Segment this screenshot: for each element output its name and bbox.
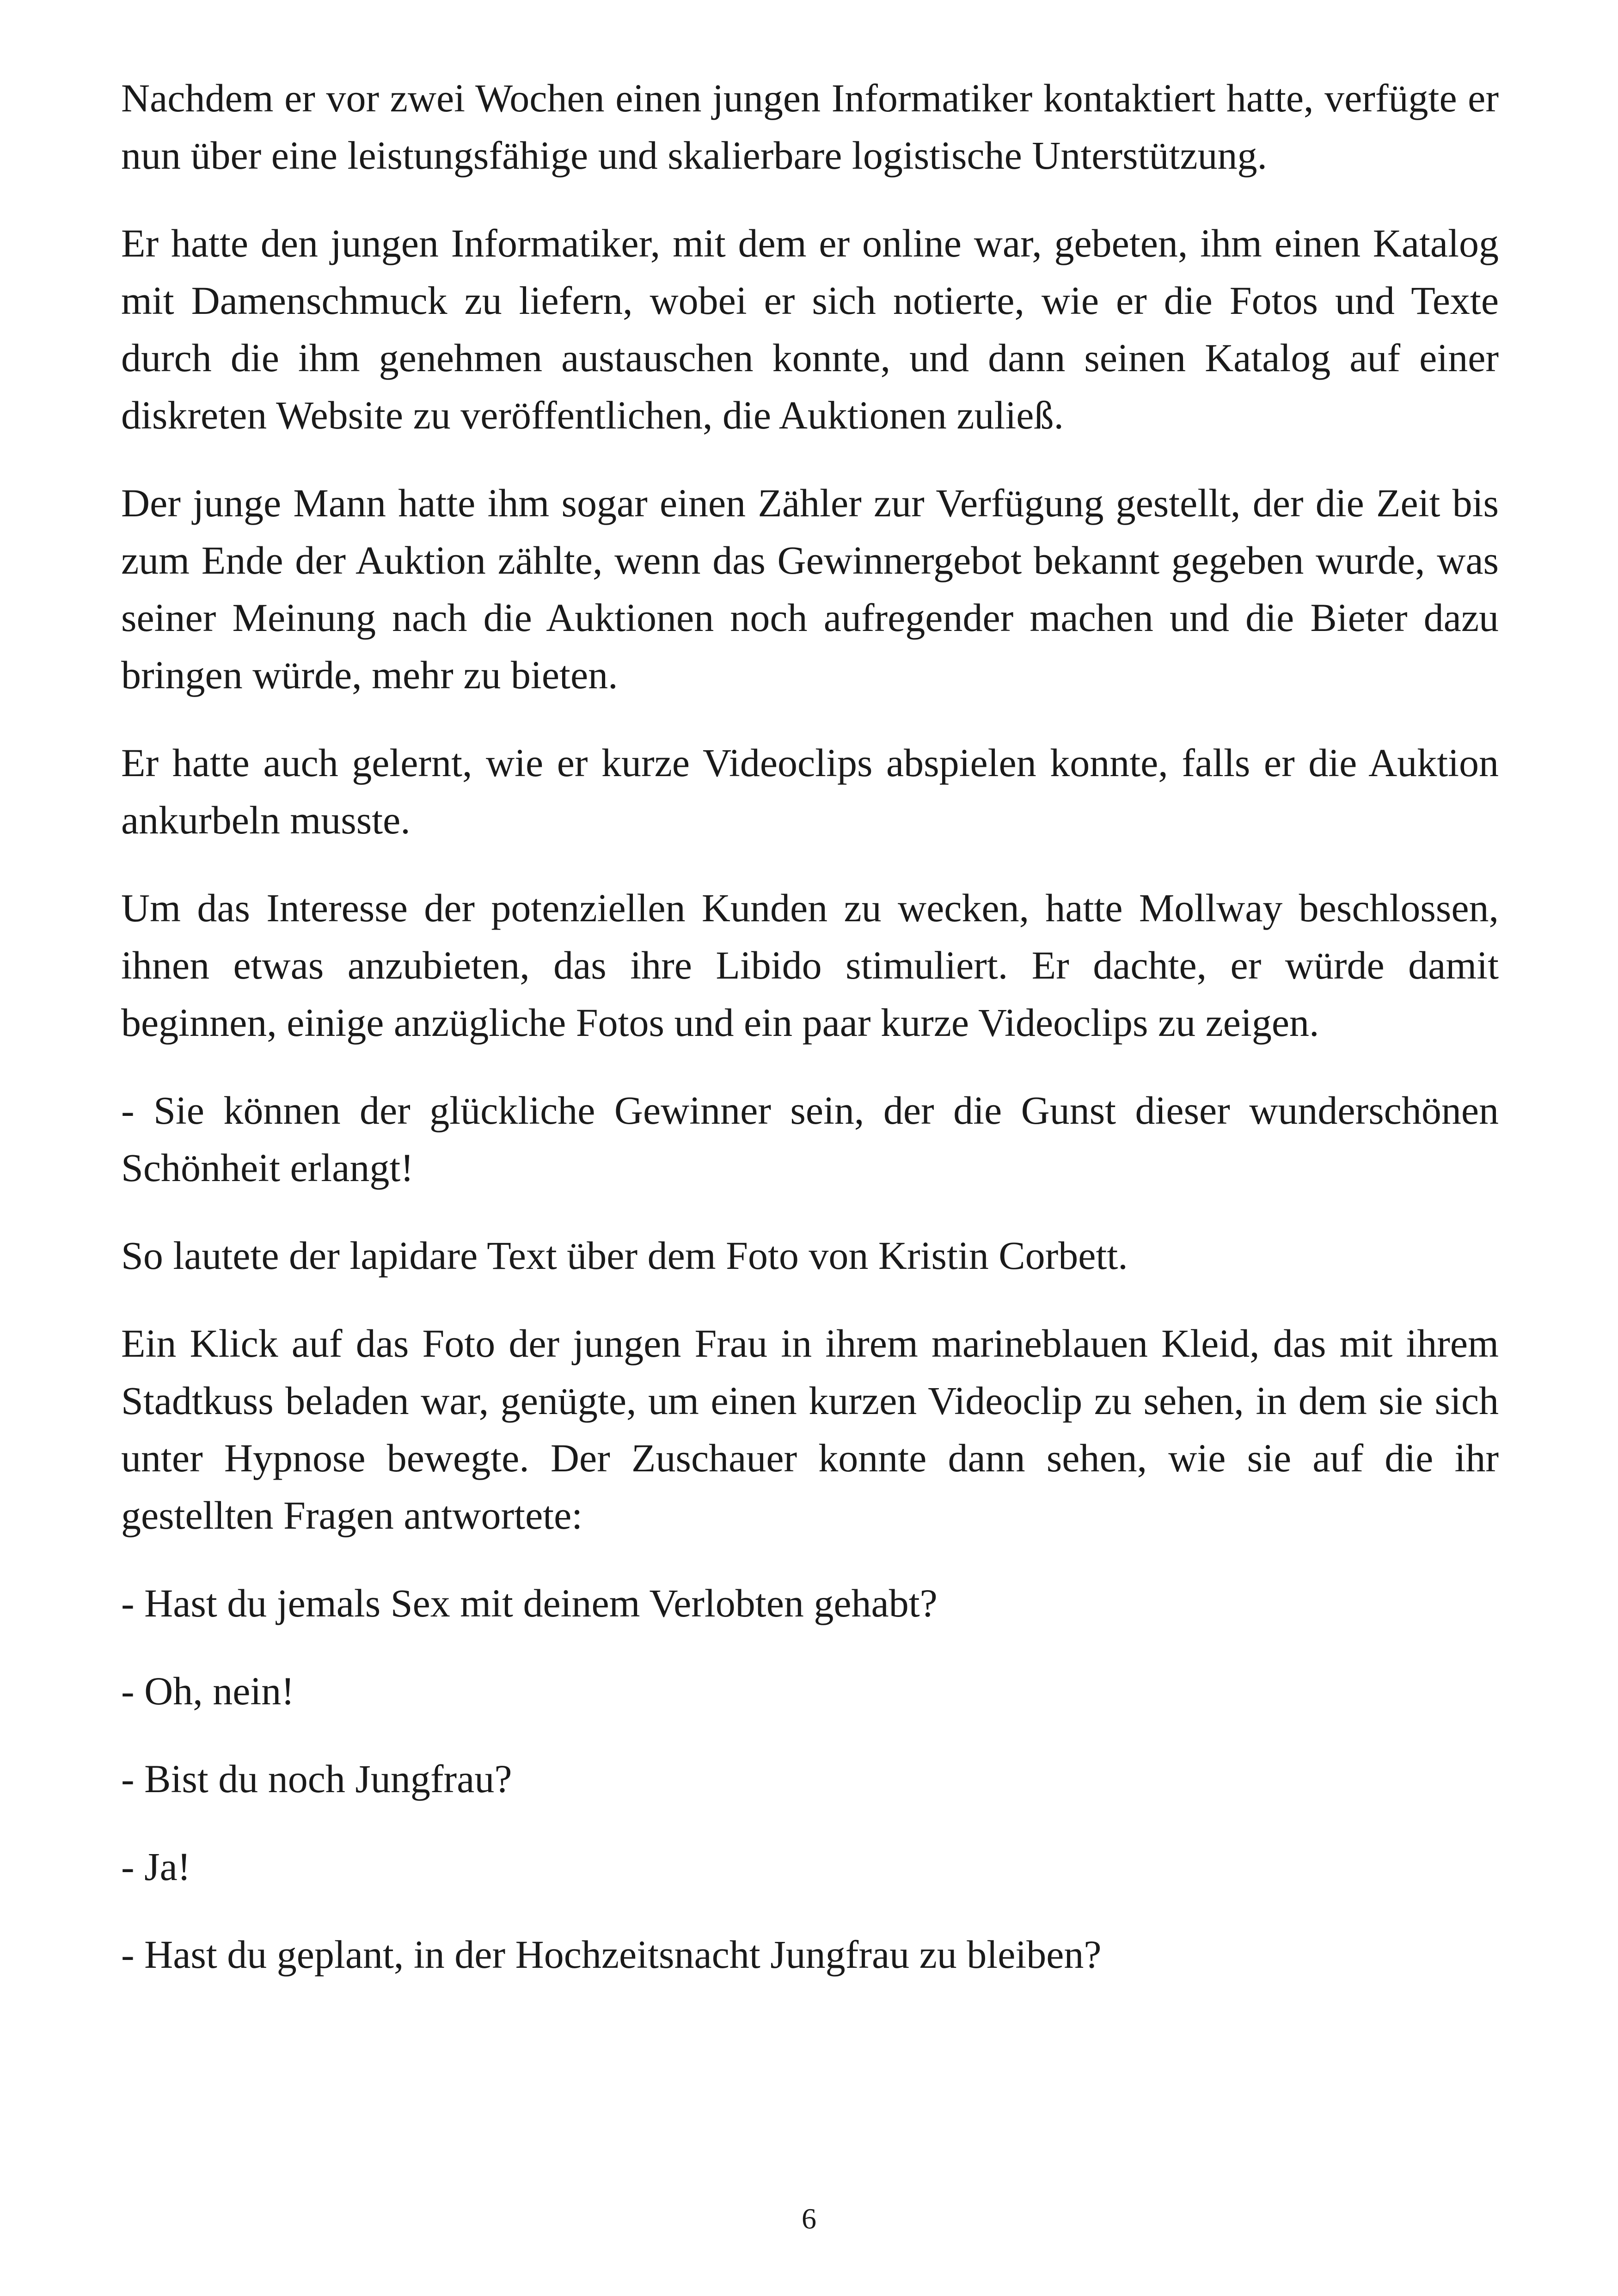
paragraph-8: Ein Klick auf das Foto der jungen Frau in ihrem marineblauen Kleid, das mit ihrem Stadtkuss beladen war, genügte, um einen kurzen Videoclip zu sehen, in dem sie sich unter Hypnose bewegte. Der Zuschauer konnte dann sehen, wie sie auf die ihr gestellten Fragen antwortete: — [121, 1321, 1499, 1537]
dialogue-line-5: - Hast du geplant, in der Hochzeitsnacht Jungfrau zu bleiben? — [121, 1932, 1102, 1977]
paragraph-5: Um das Interesse der potenziellen Kunden zu wecken, hatte Mollway beschlossen, ihnen etwas anzubieten, das ihre Libido stimuliert. Er dachte, er würde damit beginnen, einige anzügliche Fotos und ein paar kurze Videoclips zu zeigen. — [121, 886, 1499, 1045]
dialogue-line-3: - Bist du noch Jungfrau? — [121, 1757, 512, 1801]
paragraph-4: Er hatte auch gelernt, wie er kurze Videoclips abspielen konnte, falls er die Auktion ankurbeln musste. — [121, 741, 1499, 842]
document-page — [121, 69, 1499, 2014]
dialogue-line-2: - Oh, nein! — [121, 1669, 294, 1713]
paragraph-7: So lautete der lapidare Text über dem Foto von Kristin Corbett. — [121, 1233, 1128, 1278]
paragraph-2: Er hatte den jungen Informatiker, mit dem er online war, gebeten, ihm einen Katalog mit Damenschmuck zu liefern, wobei er sich notierte, wie er die Fotos und Texte durch die ihm genehmen austauschen konnte, und dann seinen Katalog auf einer diskreten Website zu veröffentlichen, die Auktionen zuließ. — [121, 221, 1499, 437]
dialogue-line-4: - Ja! — [121, 1844, 191, 1889]
paragraph-3: Der junge Mann hatte ihm sogar einen Zähler zur Verfügung gestellt, der die Zeit bis zum Ende der Auktion zählte, wenn das Gewinnergebot bekannt gegeben wurde, was seiner Meinung nach die Auktionen noch aufregender machen und die Bieter dazu bringen würde, mehr zu bieten. — [121, 481, 1499, 697]
dialogue-line-1: - Hast du jemals Sex mit deinem Verlobten gehabt? — [121, 1581, 938, 1625]
paragraph-6: - Sie können der glückliche Gewinner sein, der die Gunst dieser wunderschönen Schönheit erlangt! — [121, 1088, 1499, 1190]
page-number: 6 — [802, 2202, 816, 2235]
paragraph-1: Nachdem er vor zwei Wochen einen jungen Informatiker kontaktiert hatte, verfügte er nun über eine leistungsfähige und skalierbare logistische Unterstützung. — [121, 76, 1499, 178]
